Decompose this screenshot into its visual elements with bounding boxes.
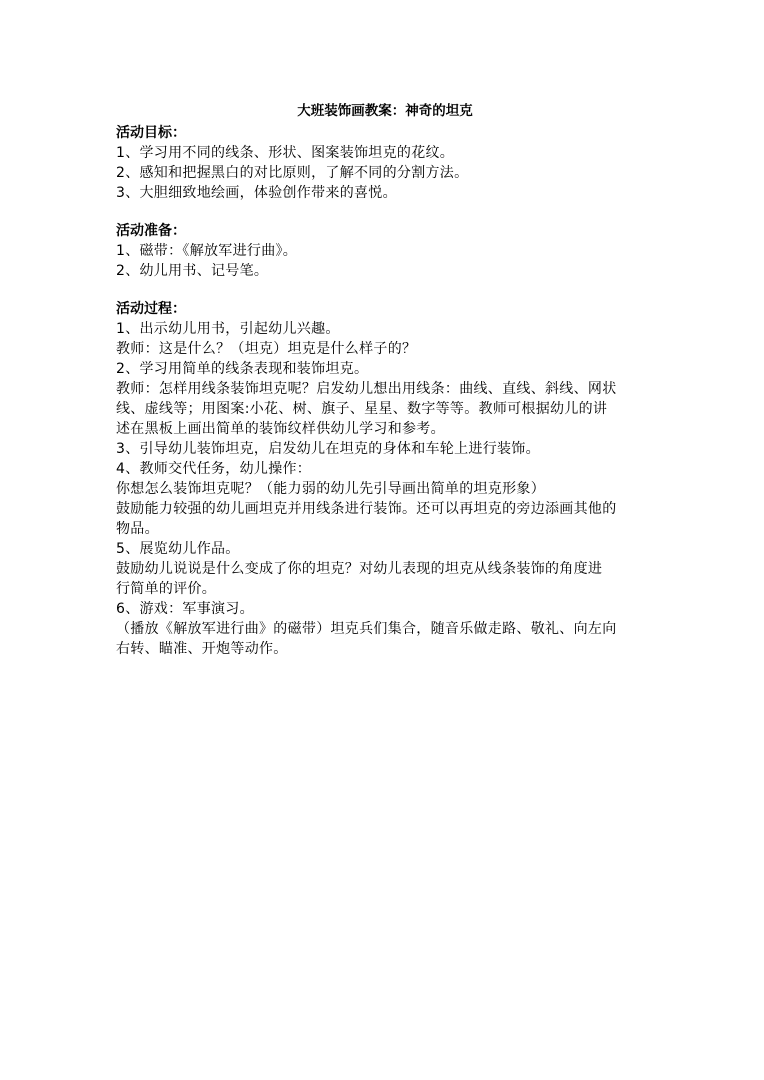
paragraph-line: 5、展览幼儿作品。 (116, 541, 240, 557)
section-heading: 活动准备： (116, 223, 186, 239)
paragraph-line: 1、学习用不同的线条、形状、图案装饰坦克的花纹。 (116, 145, 455, 161)
paragraph-line: 述在黑板上画出简单的装饰纹样供幼儿学习和参考。 (116, 421, 445, 437)
section-preparation (116, 221, 654, 281)
paragraph-line: 2、感知和把握黑白的对比原则，了解不同的分割方法。 (116, 165, 469, 181)
paragraph-line: 6、游戏：军事演习。 (116, 601, 254, 617)
paragraph-line: 2、学习用简单的线条表现和装饰坦克。 (116, 361, 369, 377)
section-heading: 活动过程： (116, 301, 186, 317)
paragraph-line: 行简单的评价。 (116, 581, 217, 597)
paragraph-line: 2、幼儿用书、记号笔。 (116, 263, 269, 279)
paragraph-line: 教师：怎样用线条装饰坦克呢？启发幼儿想出用线条：曲线、直线、斜线、网状 (116, 381, 617, 397)
paragraph-line: 3、引导幼儿装饰坦克，启发幼儿在坦克的身体和车轮上进行装饰。 (116, 441, 540, 457)
paragraph-line: 1、磁带：《解放军进行曲》。 (116, 243, 298, 259)
paragraph-line: 教师：这是什么？（坦克）坦克是什么样子的？ (116, 341, 417, 357)
document-page (116, 101, 654, 659)
paragraph-line: 鼓励能力较强的幼儿画坦克并用线条进行装饰。还可以再坦克的旁边添画其他的 (116, 501, 617, 517)
paragraph-line: 物品。 (116, 521, 159, 537)
paragraph-line: 3、大胆细致地绘画，体验创作带来的喜悦。 (116, 185, 397, 201)
paragraph-line: 你想怎么装饰坦克呢？（能力弱的幼儿先引导画出简单的坦克形象） (116, 481, 545, 497)
paragraph-line: 鼓励幼儿说说是什么变成了你的坦克？对幼儿表现的坦克从线条装饰的角度进 (116, 561, 603, 577)
section-goals (116, 123, 654, 203)
paragraph-line: （播放《解放军进行曲》的磁带）坦克兵们集合，随音乐做走路、敬礼、向左向 (116, 621, 617, 637)
section-heading: 活动目标： (116, 125, 186, 141)
paragraph-line: 1、出示幼儿用书，引起幼儿兴趣。 (116, 321, 340, 337)
paragraph-line: 线、虚线等；用图案:小花、树、旗子、星星、数字等等。教师可根据幼儿的讲 (116, 401, 608, 417)
document-title: 大班装饰画教案：神奇的坦克 (297, 103, 473, 119)
paragraph-line: 右转、瞄准、开炮等动作。 (116, 641, 288, 657)
section-process (116, 299, 654, 659)
paragraph-line: 4、教师交代任务，幼儿操作： (116, 461, 312, 477)
